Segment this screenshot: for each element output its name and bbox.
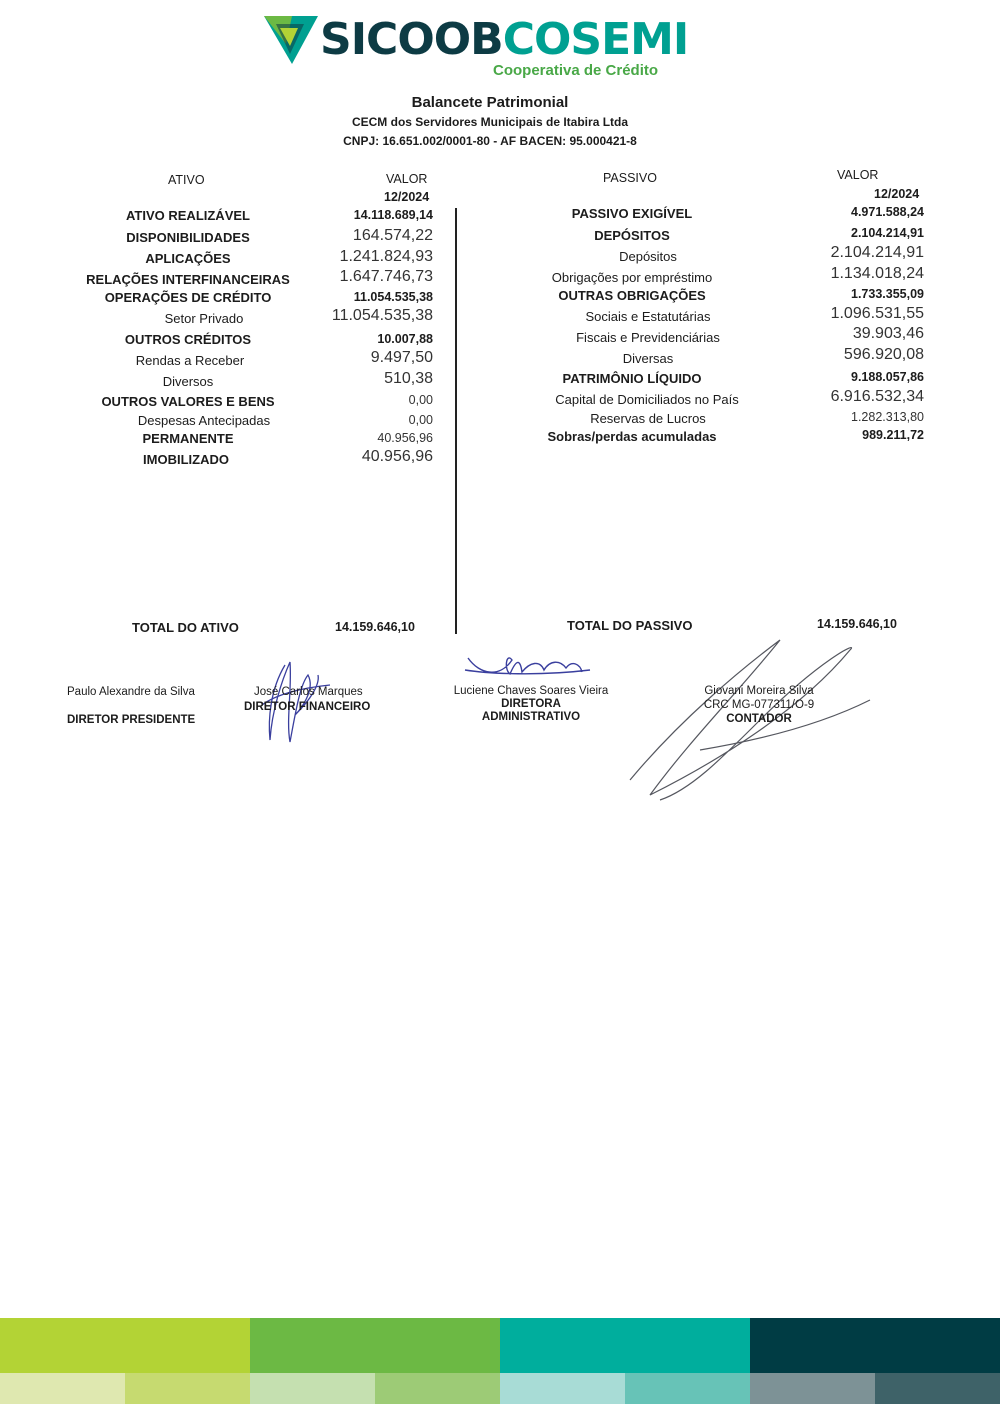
passivo-label-diversas: Diversas [622, 351, 674, 366]
signatory-4-crc: CRC MG-077311/O-9 [703, 699, 815, 711]
ativo-label-interfinanceiras: RELAÇÕES INTERFINANCEIRAS [86, 272, 290, 287]
band-bottom-5 [500, 1373, 625, 1404]
passivo-label-sociais: Sociais e Estatutárias [585, 309, 711, 324]
passivo-value-heading: VALOR [837, 168, 879, 182]
total-passivo-label: TOTAL DO PASSIVO [567, 618, 693, 633]
band-bottom-2 [125, 1373, 250, 1404]
ativo-label-imobilizado: IMOBILIZADO [143, 452, 229, 467]
passivo-label-sobras: Sobras/perdas acumuladas [547, 429, 717, 444]
passivo-value-outras-obrigacoes: 1.733.355,09 [851, 287, 924, 301]
total-passivo-value: 14.159.646,10 [817, 617, 897, 631]
signatory-4-name: Giovani Moreira Silva [704, 685, 814, 697]
ativo-label-aplicacoes: APLICAÇÕES [145, 251, 231, 266]
column-divider [455, 208, 457, 634]
ativo-label-outros-creditos: OUTROS CRÉDITOS [124, 332, 252, 347]
signatory-1-role: DIRETOR PRESIDENTE [67, 714, 196, 726]
passivo-value-sobras: 989.211,72 [862, 428, 924, 442]
ativo-value-imobilizado: 40.956,96 [361, 448, 433, 465]
ativo-value-rendas-receber: 9.497,50 [370, 349, 433, 366]
logo-word-cosemi: COSEMI [502, 14, 689, 65]
band-bottom-8 [875, 1373, 1000, 1404]
ativo-value-outros-valores: 0,00 [408, 393, 433, 407]
ativo-label-realizavel: ATIVO REALIZÁVEL [126, 208, 250, 223]
total-ativo-label: TOTAL DO ATIVO [132, 620, 239, 635]
passivo-heading: PASSIVO [603, 171, 657, 185]
ativo-label-diversos: Diversos [162, 374, 214, 389]
passivo-value-depositos-sub: 2.104.214,91 [830, 244, 924, 261]
band-bottom-7 [750, 1373, 875, 1404]
logo-word-sicoob: SICOOB [320, 14, 503, 65]
passivo-label-depositos-sub: Depósitos [619, 249, 677, 264]
passivo-value-obrigacoes-emprestimo: 1.134.018,24 [830, 265, 924, 282]
passivo-label-exigivel: PASSIVO EXIGÍVEL [571, 206, 693, 221]
ativo-label-disponibilidades: DISPONIBILIDADES [126, 230, 250, 245]
passivo-value-patrimonio-liquido: 9.188.057,86 [851, 370, 924, 384]
ativo-label-outros-valores: OUTROS VALORES E BENS [101, 394, 275, 409]
passivo-label-fiscais: Fiscais e Previdenciárias [576, 330, 720, 345]
ativo-value-setor-privado: 11.054.535,38 [331, 307, 433, 324]
band-bottom-3 [250, 1373, 375, 1404]
passivo-label-obrigacoes-emprestimo: Obrigações por empréstimo [551, 270, 713, 285]
ativo-value-realizavel: 14.118.689,14 [353, 208, 433, 222]
passivo-value-capital: 6.916.532,34 [830, 388, 924, 405]
ativo-date: 12/2024 [384, 190, 430, 204]
ativo-label-operacoes-credito: OPERAÇÕES DE CRÉDITO [104, 290, 272, 305]
sicoob-triangle-icon [262, 14, 320, 66]
passivo-label-capital: Capital de Domiciliados no País [555, 392, 739, 407]
signatory-2-name: José Carlos Marques [254, 686, 363, 698]
signatory-4-role: CONTADOR [726, 713, 792, 725]
band-bottom-1 [0, 1373, 125, 1404]
ativo-value-despesas-antecipadas: 0,00 [408, 413, 433, 427]
passivo-value-sociais: 1.096.531,55 [830, 305, 924, 322]
ativo-label-despesas-antecipadas: Despesas Antecipadas [137, 413, 271, 428]
band-top-1 [0, 1318, 250, 1373]
passivo-label-depositos: DEPÓSITOS [594, 228, 670, 243]
signatory-1-name: Paulo Alexandre da Silva [67, 686, 195, 698]
passivo-label-outras-obrigacoes: OUTRAS OBRIGAÇÕES [558, 288, 706, 303]
band-top-3 [500, 1318, 750, 1373]
sicoob-cosemi-logo [262, 12, 689, 84]
signature-luciene [465, 658, 590, 674]
ativo-value-aplicacoes: 1.241.824,93 [339, 248, 433, 265]
passivo-value-exigivel: 4.971.588,24 [851, 205, 924, 219]
ativo-value-disponibilidades: 164.574,22 [352, 227, 433, 244]
band-bottom-4 [375, 1373, 500, 1404]
ativo-value-permanente: 40.956,96 [377, 431, 433, 445]
band-bottom-6 [625, 1373, 750, 1404]
logo-subtitle: Cooperativa de Crédito [493, 62, 659, 79]
signatory-3-role-line1: DIRETORA [501, 698, 561, 710]
signatory-3-role-line2: ADMINISTRATIVO [481, 711, 581, 723]
ativo-label-rendas-receber: Rendas a Receber [135, 353, 245, 368]
ativo-label-permanente: PERMANENTE [142, 431, 234, 446]
passivo-value-reservas: 1.282.313,80 [851, 410, 924, 424]
band-top-4 [750, 1318, 1000, 1373]
passivo-date: 12/2024 [874, 187, 920, 201]
document-title: Balancete Patrimonial [411, 94, 569, 111]
signatory-2-role: DIRETOR FINANCEIRO [244, 701, 371, 713]
passivo-value-fiscais: 39.903,46 [852, 325, 924, 342]
ativo-label-setor-privado: Setor Privado [164, 311, 244, 326]
band-top-2 [250, 1318, 500, 1373]
ativo-value-interfinanceiras: 1.647.746,73 [339, 268, 433, 285]
ativo-value-operacoes-credito: 11.054.535,38 [353, 290, 433, 304]
entity-name: CECM dos Servidores Municipais de Itabira Ltda [351, 115, 629, 129]
cnpj-line: CNPJ: 16.651.002/0001-80 - AF BACEN: 95.000421-8 [343, 134, 637, 148]
logo-wordmark [320, 14, 688, 65]
ativo-value-diversos: 510,38 [384, 370, 433, 387]
passivo-label-reservas: Reservas de Lucros [590, 411, 706, 426]
passivo-value-diversas: 596.920,08 [843, 346, 924, 363]
ativo-value-heading: VALOR [386, 172, 428, 186]
signatory-3-name: Luciene Chaves Soares Vieira [453, 685, 609, 697]
total-ativo-value: 14.159.646,10 [335, 620, 415, 634]
ativo-heading: ATIVO [168, 173, 205, 187]
passivo-value-depositos: 2.104.214,91 [851, 226, 924, 240]
ativo-value-outros-creditos: 10.007,88 [377, 332, 433, 346]
passivo-label-patrimonio-liquido: PATRIMÔNIO LÍQUIDO [562, 371, 702, 386]
